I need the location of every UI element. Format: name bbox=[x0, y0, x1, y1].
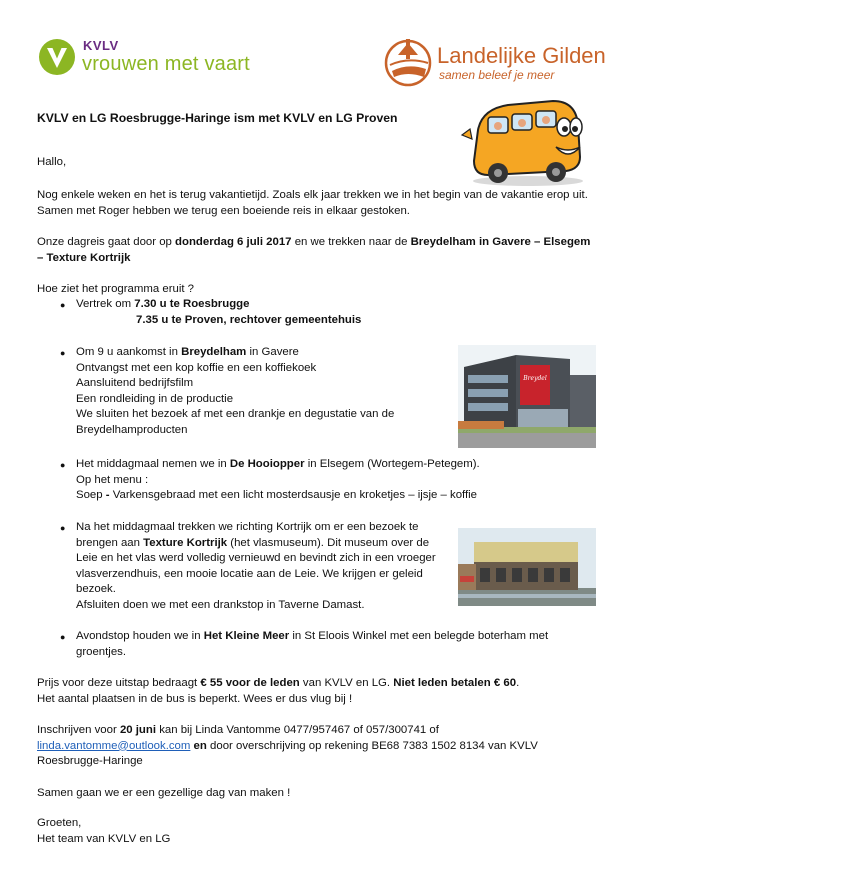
evening-name: Het Kleine Meer bbox=[203, 630, 290, 642]
price-line bbox=[37, 676, 597, 692]
trip-mid: en we trekken naar de bbox=[291, 236, 411, 248]
lunch-menu-pre: Soep bbox=[76, 489, 106, 502]
bullet-icon: ● bbox=[60, 632, 66, 642]
lunch-pre: Het middagmaal nemen we in bbox=[76, 458, 230, 470]
bullet-icon: ● bbox=[60, 348, 66, 358]
kvlv-name: KVLV bbox=[83, 38, 119, 53]
departure-second-text: 7.35 u te Proven, rechtover gemeentehuis bbox=[136, 314, 362, 326]
bus-cartoon-image bbox=[458, 95, 588, 187]
trip-date: donderdag 6 juli 2017 bbox=[175, 236, 292, 248]
evening-pre: Avondstop houden we in bbox=[76, 630, 204, 642]
texture-line: Na het middagmaal trekken we richting Kortrijk om er een bezoek te bbox=[76, 521, 419, 533]
breydel-pre: Om 9 u aankomst in bbox=[76, 346, 182, 358]
lg-logo bbox=[384, 35, 604, 87]
departure-pre: Vertrek om bbox=[76, 298, 135, 310]
lunch-item bbox=[76, 457, 576, 504]
kvlv-v-icon bbox=[37, 37, 77, 77]
breydel-building-photo bbox=[458, 345, 596, 448]
signup-rest: door overschrijving op rekening BE68 7383 1502 8134 van KVLV bbox=[206, 739, 538, 752]
lg-name: Landelijke Gilden bbox=[437, 43, 606, 68]
signature: Het team van KVLV en LG bbox=[37, 832, 171, 845]
email-link[interactable]: linda.vantomme@outlook.com bbox=[37, 739, 191, 752]
breydel-post: in Gavere bbox=[246, 346, 299, 358]
texture-pre: brengen aan bbox=[76, 536, 144, 549]
signup-en: en bbox=[190, 739, 207, 752]
bullet-icon: ● bbox=[60, 300, 66, 310]
breydel-detail: Aansluitend bedrijfsfilm bbox=[76, 377, 194, 390]
signup-paragraph bbox=[37, 723, 597, 770]
program-heading: Hoe ziet het programma eruit ? bbox=[37, 283, 195, 295]
trip-destination: Breydelham in Gavere – Elsegem bbox=[410, 236, 591, 248]
bullet-icon: ● bbox=[60, 460, 66, 470]
price-nonmembers: Niet leden betalen € 60 bbox=[393, 677, 517, 689]
price-mid: van KVLV en LG. bbox=[299, 677, 394, 689]
greeting: Hallo, bbox=[37, 156, 67, 168]
breydel-sign-text: Breydel bbox=[523, 375, 547, 382]
breydel-detail: Ontvangst met een kop koffie en een koffiekoek bbox=[76, 361, 317, 374]
signup-pre: Inschrijven voor bbox=[37, 724, 120, 736]
price-members: € 55 voor de leden bbox=[200, 677, 300, 689]
price-line-2: Het aantal plaatsen in de bus is beperkt. Wees er dus vlug bij ! bbox=[37, 692, 353, 705]
texture-line: Afsluiten doen we met een drankstop in Taverne Damast. bbox=[76, 598, 365, 611]
bullet-icon: ● bbox=[60, 523, 66, 533]
evening-line-2: groentjes. bbox=[76, 645, 127, 658]
trip-pre: Onze dagreis gaat door op bbox=[37, 236, 176, 248]
signup-date: 20 juni bbox=[119, 724, 157, 736]
page-title: KVLV en LG Roesbrugge-Haringe ism met KVLV en LG Proven bbox=[37, 111, 398, 125]
departure-second bbox=[136, 313, 361, 329]
lunch-menu-dash: - bbox=[105, 489, 110, 502]
trip-destination-2: – Texture Kortrijk bbox=[37, 251, 131, 264]
lunch-menu-post: Varkensgebraad met een licht mosterdsausje en kroketjes – ijsje – koffie bbox=[109, 489, 478, 502]
texture-post: (het vlasmuseum). Dit museum over de bbox=[227, 536, 430, 549]
signup-post: kan bij Linda Vantomme 0477/957467 of 057/300741 of bbox=[156, 724, 439, 736]
lg-tagline: samen beleef je meer bbox=[439, 68, 555, 82]
closing-line: Samen gaan we er een gezellige dag van maken ! bbox=[37, 787, 291, 799]
evening-post: in St Eloois Winkel met een belegde boterham met bbox=[289, 630, 549, 642]
departure-first: 7.30 u te Roesbrugge bbox=[134, 298, 250, 310]
texture-line: vlasverzendhuis, een mooie locatie aan de Leie. We krijgen er geleid bbox=[76, 567, 423, 580]
lunch-menu-label: Op het menu : bbox=[76, 473, 149, 486]
breydel-name: Breydelham bbox=[181, 346, 247, 358]
kvlv-logo bbox=[37, 37, 252, 79]
trip-paragraph bbox=[37, 235, 607, 266]
breydel-detail: Een rondleiding in de productie bbox=[76, 392, 234, 405]
price-end: . bbox=[516, 677, 520, 689]
lunch-post: in Elsegem (Wortegem-Petegem). bbox=[304, 458, 480, 470]
lunch-line bbox=[76, 457, 576, 473]
kvlv-tagline: vrouwen met vaart bbox=[82, 53, 250, 75]
texture-line bbox=[76, 536, 456, 552]
evening-item bbox=[76, 629, 596, 660]
breydel-detail: We sluiten het bezoek af met een drankje en degustatie van de bbox=[76, 408, 395, 421]
breydel-detail: Breydelhamproducten bbox=[76, 423, 188, 436]
price-pre: Prijs voor deze uitstap bedraagt bbox=[37, 677, 201, 689]
sign-off bbox=[37, 816, 170, 847]
lg-emblem-icon bbox=[384, 35, 434, 87]
breydel-line bbox=[76, 345, 446, 361]
texture-line: Leie en het vlas werd volledig vernieuwd en bevindt zich in een vroeger bbox=[76, 552, 436, 565]
sign-off-greeting: Groeten, bbox=[37, 817, 82, 829]
texture-item bbox=[76, 520, 456, 614]
lunch-menu bbox=[76, 488, 576, 504]
texture-name: Texture Kortrijk bbox=[143, 536, 228, 549]
signup-line-2 bbox=[37, 739, 597, 755]
intro-paragraph: Nog enkele weken en het is terug vakantietijd. Zoals elk jaar trekken we in het begin van de vakantie erop uit. Samen met Roger hebben we terug een boeiende reis in elkaar gestoken. bbox=[37, 189, 588, 217]
departure-item bbox=[76, 297, 249, 313]
price-paragraph bbox=[37, 676, 597, 707]
signup-line-3: Roesbrugge-Haringe bbox=[37, 755, 143, 768]
signup-line bbox=[37, 723, 597, 739]
texture-museum-photo bbox=[458, 528, 596, 606]
breydel-item bbox=[76, 345, 446, 439]
texture-line: bezoek. bbox=[76, 583, 116, 596]
evening-line bbox=[76, 629, 596, 645]
lunch-name: De Hooiopper bbox=[229, 458, 305, 470]
